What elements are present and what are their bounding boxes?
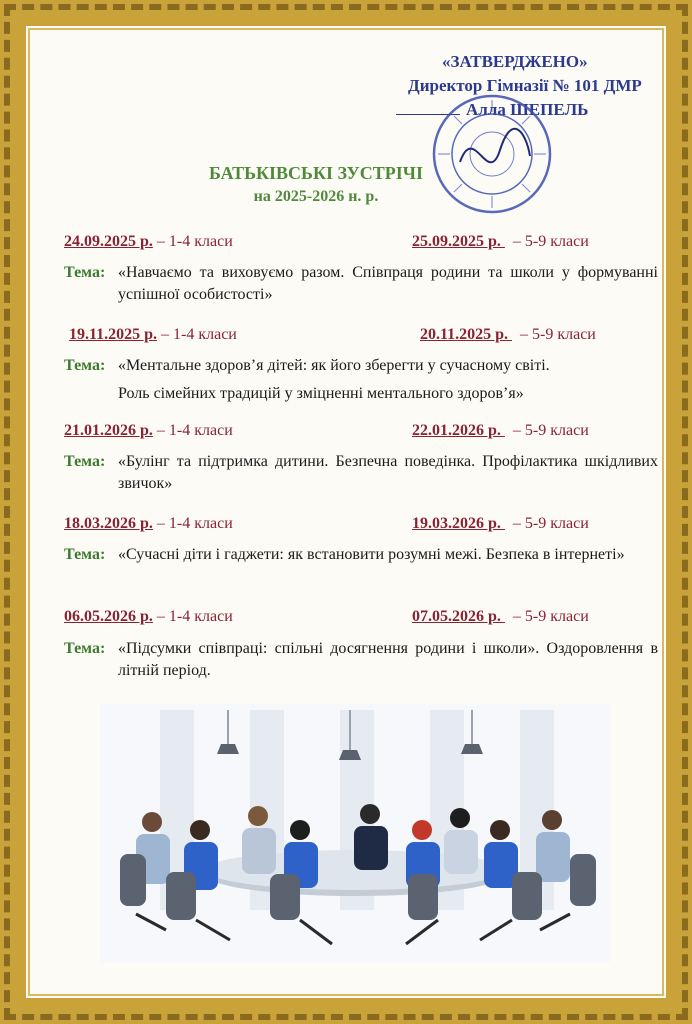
meeting-dates-3 — [64, 422, 654, 444]
class-group: – 5-9 класи — [512, 422, 589, 439]
meeting-date: 07.05.2026 р. — [412, 608, 505, 625]
meeting-date: 21.01.2026 р. — [64, 422, 153, 439]
meeting-date: 22.01.2026 р. — [412, 422, 505, 439]
class-group: – 5-9 класи — [512, 608, 589, 625]
meeting-topic-5 — [64, 638, 658, 682]
meeting-date: 19.03.2026 р. — [412, 515, 505, 532]
meeting-dates-2 — [64, 326, 654, 348]
meeting-topic-3 — [64, 451, 658, 495]
document-title: БАТЬКІВСЬКІ ЗУСТРІЧІ — [209, 163, 423, 183]
topic-text: «Булінг та підтримка дитини. Безпечна поведінка. Профілактика шкідливих звичок» — [118, 453, 658, 492]
document-subtitle: на 2025-2026 н. р. — [253, 188, 379, 205]
class-group: – 1-4 класи — [156, 233, 233, 250]
class-group: – 1-4 класи — [156, 515, 233, 532]
meeting-date: 19.11.2025 р. — [69, 326, 158, 343]
meeting-date: 18.03.2026 р. — [64, 515, 153, 532]
meeting-date: 24.09.2025 р. — [64, 233, 153, 250]
topic-text: «Навчаємо та виховуємо разом. Співпраця родини та школи у формуванні успішної особистості» — [118, 264, 658, 303]
director-position: Директор Гімназії № 101 ДМР — [408, 76, 642, 95]
meeting-date: 06.05.2026 р. — [64, 608, 153, 625]
class-group: – 1-4 класи — [156, 422, 233, 439]
topic-label: Тема: — [64, 453, 106, 470]
class-group: – 5-9 класи — [512, 515, 589, 532]
class-group: – 1-4 класи — [161, 326, 237, 343]
director-name: Алла ШЕПЕЛЬ — [466, 100, 589, 119]
topic-text: «Ментальне здоров’я дітей: як його зберегти у сучасному світі. — [118, 357, 550, 374]
topic-label: Тема: — [64, 640, 106, 657]
meeting-dates-4 — [64, 515, 654, 537]
topic-text: «Підсумки співпраці: спільні досягнення родини і школи». Оздоровлення в літній період. — [118, 640, 658, 679]
class-group: – 1-4 класи — [156, 608, 233, 625]
topic-text-continued: Роль сімейних традицій у зміцненні ментального здоров’я» — [118, 385, 524, 402]
approved-heading: «ЗАТВЕРДЖЕНО» — [442, 52, 588, 71]
meeting-dates-5 — [64, 608, 654, 630]
meeting-topic-2 — [64, 355, 658, 405]
topic-label: Тема: — [64, 264, 106, 281]
meeting-dates-1 — [64, 233, 654, 255]
meeting-date: 20.11.2025 р. — [420, 326, 513, 343]
meeting-topic-4 — [64, 544, 658, 566]
meeting-topic-1 — [64, 262, 658, 306]
class-group: – 5-9 класи — [512, 233, 589, 250]
topic-label: Тема: — [64, 357, 106, 374]
class-group: – 5-9 класи — [520, 326, 596, 343]
topic-label: Тема: — [64, 546, 106, 563]
topic-text: «Сучасні діти і гаджети: як встановити розумні межі. Безпека в інтернеті» — [118, 546, 625, 563]
meeting-date: 25.09.2025 р. — [412, 233, 505, 250]
meeting-illustration — [100, 704, 610, 962]
